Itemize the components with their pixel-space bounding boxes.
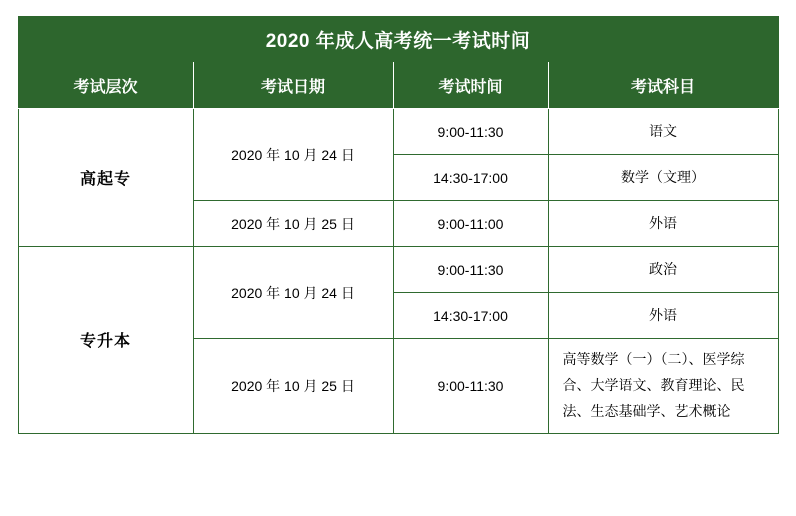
exam-time: 14:30-17:00 (393, 293, 548, 339)
document-sheet (0, 16, 796, 516)
exam-time: 14:30-17:00 (393, 155, 548, 201)
table-header-row (18, 62, 778, 109)
exam-date: 2020 年 10 月 24 日 (193, 247, 393, 339)
column-header-time: 考试时间 (393, 62, 548, 109)
column-header-date: 考试日期 (193, 62, 393, 109)
exam-time: 9:00-11:00 (393, 201, 548, 247)
column-header-subject: 考试科目 (548, 62, 778, 109)
exam-time: 9:00-11:30 (393, 247, 548, 293)
exam-subject: 外语 (548, 201, 778, 247)
exam-time: 9:00-11:30 (393, 339, 548, 434)
column-header-level: 考试层次 (18, 62, 193, 109)
exam-subject: 高等数学（一）（二）、医学综合、大学语文、教育理论、民法、生态基础学、艺术概论 (548, 339, 778, 434)
exam-date: 2020 年 10 月 24 日 (193, 109, 393, 201)
exam-subject: 语文 (548, 109, 778, 155)
table-title-row (18, 17, 778, 62)
exam-schedule-table (18, 16, 779, 434)
exam-subject: 数学（文理） (548, 155, 778, 201)
exam-date: 2020 年 10 月 25 日 (193, 201, 393, 247)
exam-time: 9:00-11:30 (393, 109, 548, 155)
exam-level-gaoqizhuan: 高起专 (18, 109, 193, 247)
table-row (18, 109, 778, 155)
exam-date: 2020 年 10 月 25 日 (193, 339, 393, 434)
table-row (18, 247, 778, 293)
exam-level-zhuanshengben: 专升本 (18, 247, 193, 434)
exam-subject: 政治 (548, 247, 778, 293)
page-title: 2020 年成人高考统一考试时间 (18, 17, 778, 62)
exam-subject: 外语 (548, 293, 778, 339)
